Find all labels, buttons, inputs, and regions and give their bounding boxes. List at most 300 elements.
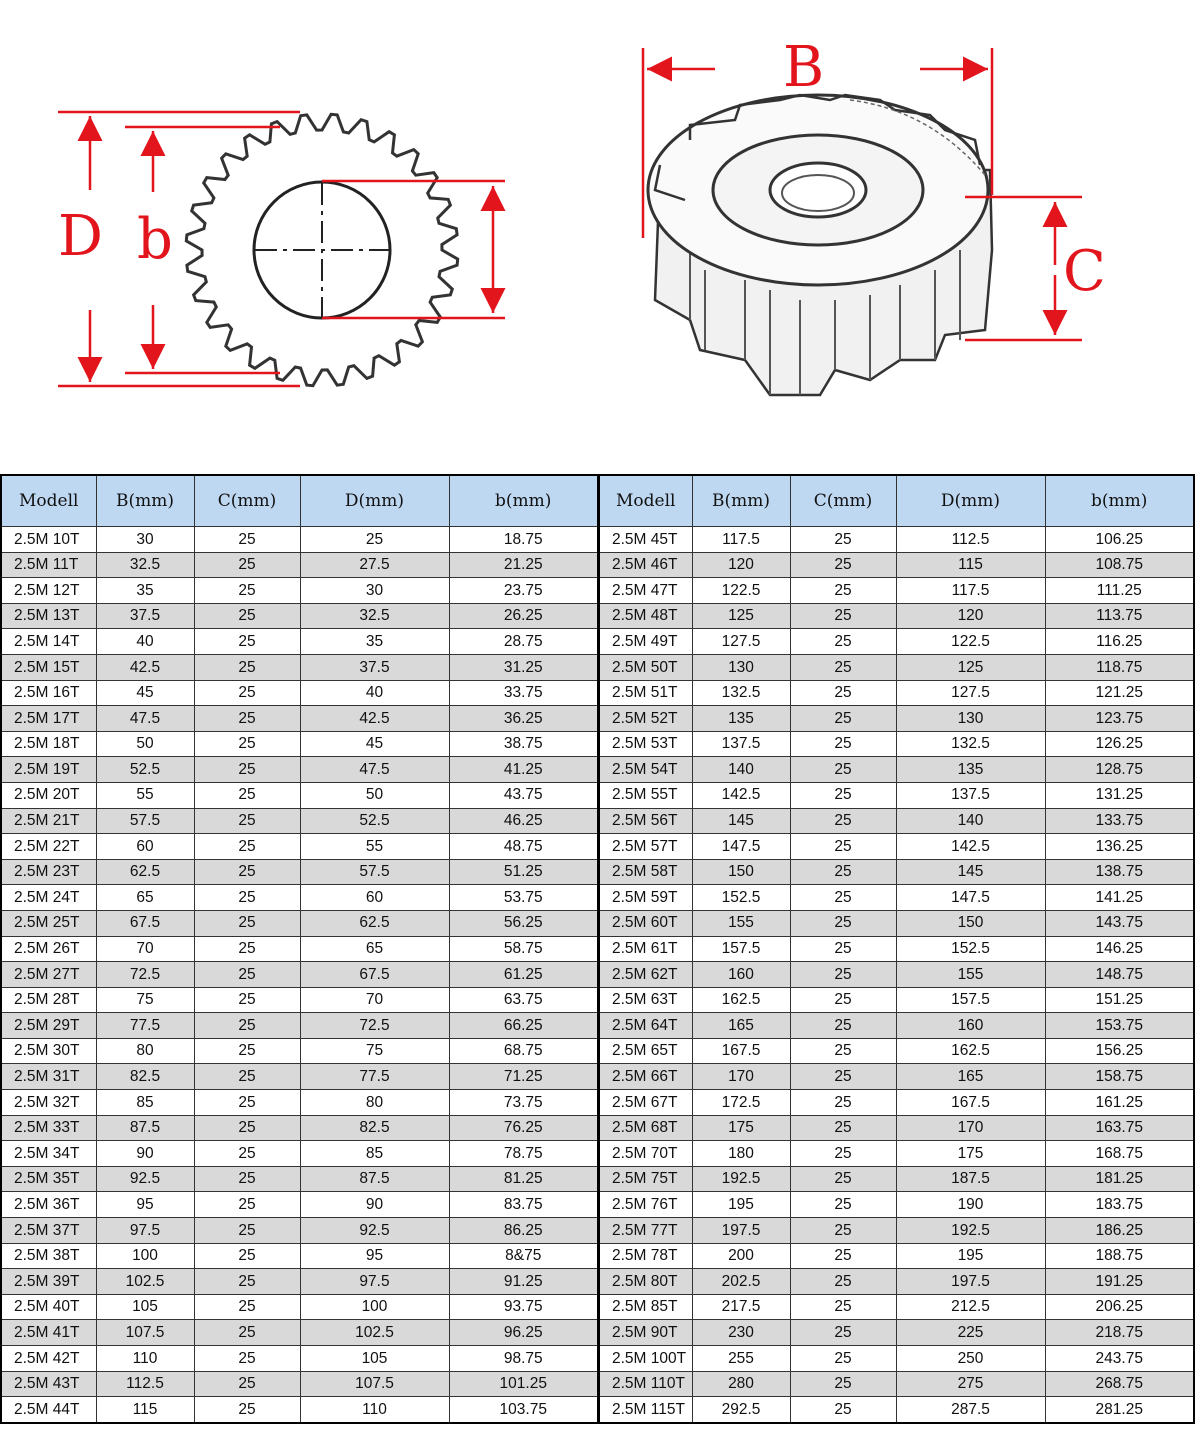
cell-model: 2.5M 39T [1, 1269, 96, 1295]
cell-B: 40 [96, 629, 194, 655]
cell-model: 2.5M 58T [599, 859, 692, 885]
header-D: D(mm) [300, 475, 449, 527]
cell-B: 117.5 [692, 527, 790, 553]
cell-D: 142.5 [896, 834, 1045, 860]
table-row [1, 962, 598, 988]
cell-model: 2.5M 80T [599, 1269, 692, 1295]
cell-D: 82.5 [300, 1115, 449, 1141]
cell-model: 2.5M 77T [599, 1218, 692, 1244]
table-row [599, 1320, 1194, 1346]
cell-C: 25 [790, 1090, 896, 1116]
cell-b: 68.75 [449, 1038, 598, 1064]
table-row [1, 1141, 598, 1167]
cell-B: 167.5 [692, 1038, 790, 1064]
cell-model: 2.5M 54T [599, 757, 692, 783]
table-row [1, 527, 598, 553]
cell-b: 161.25 [1045, 1090, 1194, 1116]
cell-b: 126.25 [1045, 731, 1194, 757]
cell-B: 217.5 [692, 1294, 790, 1320]
cell-C: 25 [790, 1269, 896, 1295]
cell-model: 2.5M 23T [1, 859, 96, 885]
cell-b: 38.75 [449, 731, 598, 757]
cell-D: 72.5 [300, 1013, 449, 1039]
cell-b: 186.25 [1045, 1218, 1194, 1244]
cell-B: 130 [692, 654, 790, 680]
cell-D: 122.5 [896, 629, 1045, 655]
table-row [599, 1371, 1194, 1397]
cell-C: 25 [790, 654, 896, 680]
table-row [1, 834, 598, 860]
cell-model: 2.5M 85T [599, 1294, 692, 1320]
cell-b: 111.25 [1045, 578, 1194, 604]
table-row [1, 1371, 598, 1397]
cell-model: 2.5M 51T [599, 680, 692, 706]
table-row [1, 1064, 598, 1090]
table-row [599, 1166, 1194, 1192]
cell-b: 158.75 [1045, 1064, 1194, 1090]
cell-b: 73.75 [449, 1090, 598, 1116]
cell-D: 140 [896, 808, 1045, 834]
cell-C: 25 [194, 1294, 300, 1320]
cell-b: 8&75 [449, 1243, 598, 1269]
cell-B: 42.5 [96, 654, 194, 680]
cell-D: 57.5 [300, 859, 449, 885]
cell-model: 2.5M 49T [599, 629, 692, 655]
cell-model: 2.5M 17T [1, 706, 96, 732]
cell-model: 2.5M 33T [1, 1115, 96, 1141]
cell-C: 25 [790, 578, 896, 604]
bore-hole [770, 163, 866, 217]
table-row [599, 1218, 1194, 1244]
cell-D: 130 [896, 706, 1045, 732]
cell-model: 2.5M 70T [599, 1141, 692, 1167]
cell-D: 160 [896, 1013, 1045, 1039]
cell-C: 25 [194, 962, 300, 988]
table-row [1, 731, 598, 757]
cell-C: 25 [194, 1218, 300, 1244]
table-row [599, 1397, 1194, 1423]
cell-C: 25 [194, 552, 300, 578]
cell-model: 2.5M 44T [1, 1397, 96, 1423]
table-row [1, 1346, 598, 1372]
cell-D: 45 [300, 731, 449, 757]
header-D: D(mm) [896, 475, 1045, 527]
cell-B: 85 [96, 1090, 194, 1116]
cell-C: 25 [194, 1243, 300, 1269]
cell-C: 25 [194, 1013, 300, 1039]
cell-D: 157.5 [896, 987, 1045, 1013]
table-row [599, 1243, 1194, 1269]
cell-D: 135 [896, 757, 1045, 783]
cell-model: 2.5M 26T [1, 936, 96, 962]
cell-B: 50 [96, 731, 194, 757]
table-header-row [599, 475, 1194, 527]
cell-B: 132.5 [692, 680, 790, 706]
table-row [599, 987, 1194, 1013]
cell-D: 170 [896, 1115, 1045, 1141]
table-row [1, 910, 598, 936]
cell-b: 156.25 [1045, 1038, 1194, 1064]
cell-D: 32.5 [300, 603, 449, 629]
cell-D: 190 [896, 1192, 1045, 1218]
cell-model: 2.5M 45T [599, 527, 692, 553]
cell-C: 25 [194, 578, 300, 604]
table-row [1, 782, 598, 808]
cell-model: 2.5M 55T [599, 782, 692, 808]
table-row [599, 603, 1194, 629]
cell-D: 125 [896, 654, 1045, 680]
cell-b: 18.75 [449, 527, 598, 553]
cell-B: 77.5 [96, 1013, 194, 1039]
cell-model: 2.5M 11T [1, 552, 96, 578]
cell-C: 25 [194, 1166, 300, 1192]
cell-D: 120 [896, 603, 1045, 629]
cell-b: 108.75 [1045, 552, 1194, 578]
cell-b: 281.25 [1045, 1397, 1194, 1423]
cell-b: 181.25 [1045, 1166, 1194, 1192]
cell-C: 25 [194, 731, 300, 757]
cell-b: 91.25 [449, 1269, 598, 1295]
cell-B: 57.5 [96, 808, 194, 834]
table-row [599, 1141, 1194, 1167]
cell-C: 25 [790, 1397, 896, 1423]
table-row [1, 680, 598, 706]
cell-C: 25 [790, 757, 896, 783]
cell-D: 225 [896, 1320, 1045, 1346]
cell-B: 107.5 [96, 1320, 194, 1346]
cell-D: 127.5 [896, 680, 1045, 706]
cell-b: 118.75 [1045, 654, 1194, 680]
cell-B: 125 [692, 603, 790, 629]
cell-b: 43.75 [449, 782, 598, 808]
cell-B: 72.5 [96, 962, 194, 988]
cell-C: 25 [194, 629, 300, 655]
cell-b: 76.25 [449, 1115, 598, 1141]
cell-D: 275 [896, 1371, 1045, 1397]
cell-B: 165 [692, 1013, 790, 1039]
cell-b: 46.25 [449, 808, 598, 834]
cell-C: 25 [790, 1294, 896, 1320]
cell-C: 25 [194, 1090, 300, 1116]
cell-B: 100 [96, 1243, 194, 1269]
table-row [1, 1294, 598, 1320]
table-row [599, 859, 1194, 885]
cell-model: 2.5M 63T [599, 987, 692, 1013]
label-D: D [58, 204, 103, 269]
cell-C: 25 [790, 885, 896, 911]
table-row [1, 1218, 598, 1244]
cell-D: 70 [300, 987, 449, 1013]
cell-B: 87.5 [96, 1115, 194, 1141]
table-row [599, 1115, 1194, 1141]
cell-C: 25 [194, 859, 300, 885]
table-row [1, 1166, 598, 1192]
cell-B: 60 [96, 834, 194, 860]
table-row [599, 885, 1194, 911]
cell-C: 25 [790, 936, 896, 962]
cell-model: 2.5M 66T [599, 1064, 692, 1090]
cell-b: 146.25 [1045, 936, 1194, 962]
cell-D: 60 [300, 885, 449, 911]
cell-D: 62.5 [300, 910, 449, 936]
cell-C: 25 [790, 1371, 896, 1397]
cell-D: 65 [300, 936, 449, 962]
cell-model: 2.5M 50T [599, 654, 692, 680]
table-row [1, 603, 598, 629]
cell-D: 42.5 [300, 706, 449, 732]
cell-B: 160 [692, 962, 790, 988]
table-row [1, 1013, 598, 1039]
cell-b: 93.75 [449, 1294, 598, 1320]
cell-D: 195 [896, 1243, 1045, 1269]
cell-C: 25 [194, 603, 300, 629]
table-row [1, 1397, 598, 1423]
cell-model: 2.5M 65T [599, 1038, 692, 1064]
cell-B: 292.5 [692, 1397, 790, 1423]
cell-b: 153.75 [1045, 1013, 1194, 1039]
cell-B: 200 [692, 1243, 790, 1269]
cell-model: 2.5M 60T [599, 910, 692, 936]
cell-C: 25 [790, 731, 896, 757]
table-header-row [1, 475, 598, 527]
cell-D: 187.5 [896, 1166, 1045, 1192]
table-row [599, 782, 1194, 808]
cell-b: 63.75 [449, 987, 598, 1013]
cell-D: 117.5 [896, 578, 1045, 604]
cell-D: 165 [896, 1064, 1045, 1090]
table-row [599, 834, 1194, 860]
table-row [1, 706, 598, 732]
cell-D: 77.5 [300, 1064, 449, 1090]
cell-b: 101.25 [449, 1371, 598, 1397]
cell-D: 192.5 [896, 1218, 1045, 1244]
cell-B: 135 [692, 706, 790, 732]
cell-b: 58.75 [449, 936, 598, 962]
cell-b: 78.75 [449, 1141, 598, 1167]
cell-B: 82.5 [96, 1064, 194, 1090]
cell-D: 145 [896, 859, 1045, 885]
cell-C: 25 [790, 680, 896, 706]
header-model: Modell [1, 475, 96, 527]
cell-D: 25 [300, 527, 449, 553]
table-row [599, 680, 1194, 706]
table-row [1, 654, 598, 680]
cell-B: 157.5 [692, 936, 790, 962]
cell-b: 103.75 [449, 1397, 598, 1423]
table-row [599, 1269, 1194, 1295]
cell-C: 25 [194, 834, 300, 860]
cell-model: 2.5M 46T [599, 552, 692, 578]
cell-D: 112.5 [896, 527, 1045, 553]
cell-B: 30 [96, 527, 194, 553]
cell-D: 150 [896, 910, 1045, 936]
cell-model: 2.5M 41T [1, 1320, 96, 1346]
cell-C: 25 [194, 808, 300, 834]
cell-b: 138.75 [1045, 859, 1194, 885]
cell-C: 25 [790, 629, 896, 655]
cell-B: 192.5 [692, 1166, 790, 1192]
cell-b: 128.75 [1045, 757, 1194, 783]
cell-model: 2.5M 13T [1, 603, 96, 629]
cell-B: 140 [692, 757, 790, 783]
cell-B: 90 [96, 1141, 194, 1167]
table-row [1, 1090, 598, 1116]
table-row [1, 1115, 598, 1141]
cell-C: 25 [790, 1038, 896, 1064]
cell-C: 25 [790, 527, 896, 553]
cell-b: 33.75 [449, 680, 598, 706]
cell-D: 105 [300, 1346, 449, 1372]
cell-C: 25 [790, 1141, 896, 1167]
side-view-gear [648, 95, 992, 395]
table-row [599, 527, 1194, 553]
cell-B: 52.5 [96, 757, 194, 783]
cell-model: 2.5M 31T [1, 1064, 96, 1090]
cell-b: 56.25 [449, 910, 598, 936]
cell-b: 163.75 [1045, 1115, 1194, 1141]
cell-b: 206.25 [1045, 1294, 1194, 1320]
cell-D: 175 [896, 1141, 1045, 1167]
cell-D: 37.5 [300, 654, 449, 680]
cell-b: 71.25 [449, 1064, 598, 1090]
cell-B: 170 [692, 1064, 790, 1090]
cell-C: 25 [790, 1115, 896, 1141]
cell-D: 50 [300, 782, 449, 808]
cell-b: 113.75 [1045, 603, 1194, 629]
cell-B: 112.5 [96, 1371, 194, 1397]
cell-B: 180 [692, 1141, 790, 1167]
cell-model: 2.5M 18T [1, 731, 96, 757]
cell-model: 2.5M 42T [1, 1346, 96, 1372]
cell-D: 155 [896, 962, 1045, 988]
cell-D: 80 [300, 1090, 449, 1116]
cell-D: 92.5 [300, 1218, 449, 1244]
cell-b: 41.25 [449, 757, 598, 783]
cell-C: 25 [790, 1346, 896, 1372]
cell-model: 2.5M 75T [599, 1166, 692, 1192]
cell-D: 75 [300, 1038, 449, 1064]
cell-b: 183.75 [1045, 1192, 1194, 1218]
cell-b: 123.75 [1045, 706, 1194, 732]
cell-B: 127.5 [692, 629, 790, 655]
cell-b: 136.25 [1045, 834, 1194, 860]
cell-model: 2.5M 67T [599, 1090, 692, 1116]
cell-C: 25 [194, 654, 300, 680]
cell-model: 2.5M 61T [599, 936, 692, 962]
table-row [1, 859, 598, 885]
cell-B: 152.5 [692, 885, 790, 911]
cell-b: 268.75 [1045, 1371, 1194, 1397]
table-row [1, 629, 598, 655]
cell-model: 2.5M 15T [1, 654, 96, 680]
cell-C: 25 [194, 885, 300, 911]
cell-C: 25 [194, 1192, 300, 1218]
cell-b: 86.25 [449, 1218, 598, 1244]
cell-model: 2.5M 115T [599, 1397, 692, 1423]
cell-b: 48.75 [449, 834, 598, 860]
cell-B: 65 [96, 885, 194, 911]
cell-C: 25 [194, 1397, 300, 1423]
cell-C: 25 [790, 1243, 896, 1269]
cell-D: 97.5 [300, 1269, 449, 1295]
cell-b: 243.75 [1045, 1346, 1194, 1372]
cell-B: 80 [96, 1038, 194, 1064]
cell-B: 97.5 [96, 1218, 194, 1244]
cell-B: 32.5 [96, 552, 194, 578]
cell-C: 25 [790, 706, 896, 732]
cell-C: 25 [790, 782, 896, 808]
cell-B: 195 [692, 1192, 790, 1218]
header-B: B(mm) [96, 475, 194, 527]
front-dimension-lines [58, 112, 505, 386]
cell-B: 45 [96, 680, 194, 706]
cell-C: 25 [790, 1218, 896, 1244]
table-row [599, 910, 1194, 936]
table-row [1, 885, 598, 911]
header-C: C(mm) [194, 475, 300, 527]
table-row [599, 706, 1194, 732]
cell-D: 67.5 [300, 962, 449, 988]
cell-C: 25 [790, 859, 896, 885]
table-row [599, 757, 1194, 783]
cell-C: 25 [790, 808, 896, 834]
cell-model: 2.5M 16T [1, 680, 96, 706]
front-view-gear [186, 114, 457, 385]
cell-B: 255 [692, 1346, 790, 1372]
cell-model: 2.5M 90T [599, 1320, 692, 1346]
cell-D: 87.5 [300, 1166, 449, 1192]
cell-C: 25 [194, 1141, 300, 1167]
table-row [1, 1038, 598, 1064]
cell-model: 2.5M 40T [1, 1294, 96, 1320]
cell-C: 25 [790, 1064, 896, 1090]
cell-D: 197.5 [896, 1269, 1045, 1295]
cell-D: 287.5 [896, 1397, 1045, 1423]
cell-C: 25 [194, 1320, 300, 1346]
cell-b: 23.75 [449, 578, 598, 604]
cell-b: 51.25 [449, 859, 598, 885]
cell-model: 2.5M 43T [1, 1371, 96, 1397]
cell-B: 137.5 [692, 731, 790, 757]
cell-B: 55 [96, 782, 194, 808]
cell-b: 148.75 [1045, 962, 1194, 988]
cell-B: 197.5 [692, 1218, 790, 1244]
cell-D: 35 [300, 629, 449, 655]
cell-B: 147.5 [692, 834, 790, 860]
cell-B: 70 [96, 936, 194, 962]
cell-B: 95 [96, 1192, 194, 1218]
table-row [599, 1013, 1194, 1039]
cell-model: 2.5M 76T [599, 1192, 692, 1218]
cell-D: 52.5 [300, 808, 449, 834]
cell-model: 2.5M 28T [1, 987, 96, 1013]
cell-b: 141.25 [1045, 885, 1194, 911]
cell-b: 168.75 [1045, 1141, 1194, 1167]
cell-D: 110 [300, 1397, 449, 1423]
cell-model: 2.5M 47T [599, 578, 692, 604]
cell-B: 162.5 [692, 987, 790, 1013]
label-C: C [1063, 239, 1106, 304]
table-row [599, 629, 1194, 655]
table-row [599, 1192, 1194, 1218]
header-b: b(mm) [449, 475, 598, 527]
cell-B: 122.5 [692, 578, 790, 604]
cell-model: 2.5M 64T [599, 1013, 692, 1039]
cell-b: 218.75 [1045, 1320, 1194, 1346]
cell-b: 151.25 [1045, 987, 1194, 1013]
header-model: Modell [599, 475, 692, 527]
cell-b: 121.25 [1045, 680, 1194, 706]
